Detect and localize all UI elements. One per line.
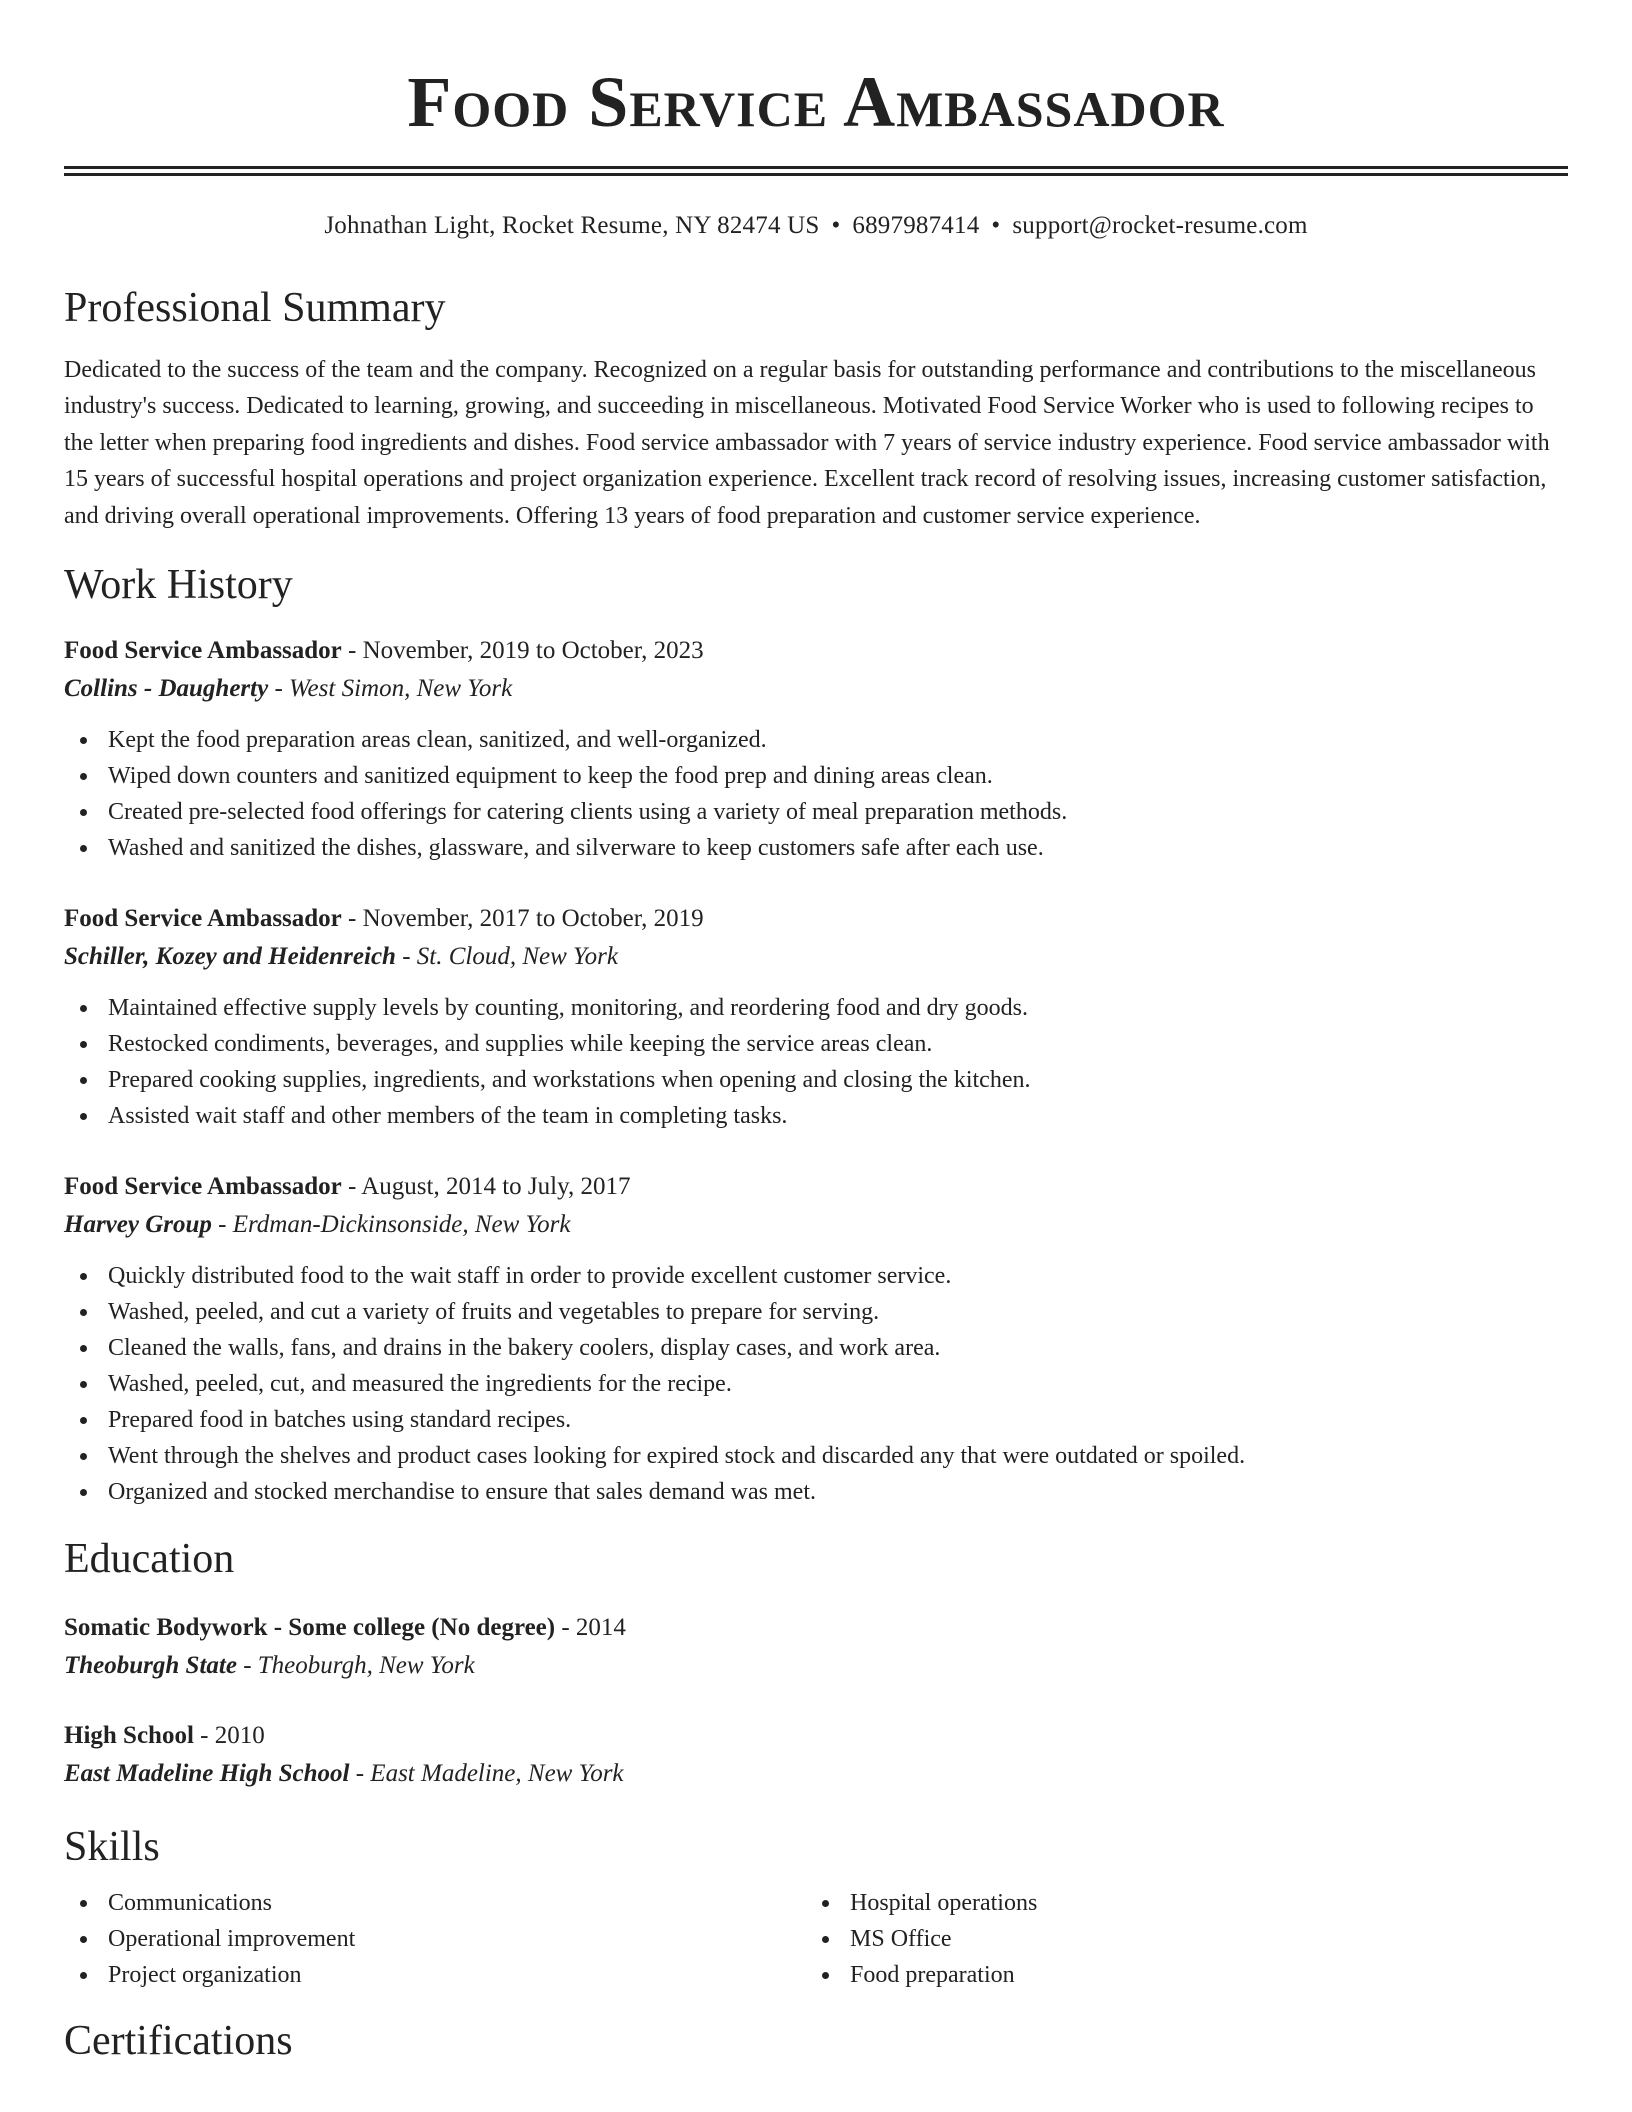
skill-item: Communications xyxy=(108,1885,806,1921)
job-dates: - August, 2014 to July, 2017 xyxy=(341,1173,631,1201)
job-company: Collins - Daugherty xyxy=(64,675,269,703)
list-item: Quickly distributed food to the wait staff in order to provide excellent customer service. xyxy=(108,1258,1568,1294)
summary-text: Dedicated to the success of the team and the company. Recognized on a regular basis for outstanding performance and contributions to the miscellaneous industry's success. Dedicated to learning, growing, and succeeding in miscellaneous. Motivated Food Service Worker who is used to following recipes to the letter when preparing food ingredients and dishes. Food service ambassador with 7 years of service industry experience. Food service ambassador with 15 years of successful hospital operations and project organization experience. Excellent track record of resolving issues, increasing customer satisfaction, and driving overall operational improvements. Offering 13 years of food preparation and customer service experience. xyxy=(64,357,1550,529)
education-header xyxy=(64,1717,1568,1755)
education-year: - 2010 xyxy=(193,1722,265,1750)
summary-heading: Professional Summary xyxy=(64,285,446,331)
list-item: Organized and stocked merchandise to ensure that sales demand was met. xyxy=(108,1474,1568,1510)
job-location: - St. Cloud, New York xyxy=(395,943,618,971)
job-location: - West Simon, New York xyxy=(268,675,513,703)
education-school-line xyxy=(64,1647,1568,1685)
contact-phone: 6897987414 xyxy=(852,212,980,239)
job-role: Food Service Ambassador xyxy=(64,905,342,933)
job-entry xyxy=(64,1168,1568,1510)
contact-separator: • xyxy=(991,212,1001,239)
job-employer xyxy=(64,1206,1568,1244)
education-degree: Somatic Bodywork - Some college (No degree) xyxy=(64,1614,556,1642)
contact-email: support@rocket-resume.com xyxy=(1012,212,1308,239)
job-duties xyxy=(64,1258,1568,1510)
title-divider xyxy=(64,166,1568,176)
skill-item: Operational improvement xyxy=(108,1921,806,1957)
work-history-heading: Work History xyxy=(64,562,293,609)
job-duties xyxy=(64,990,1568,1134)
education-heading: Education xyxy=(64,1536,235,1583)
skill-item: Hospital operations xyxy=(850,1885,1548,1921)
job-dates: - November, 2019 to October, 2023 xyxy=(341,637,704,665)
education-location: - East Madeline, New York xyxy=(349,1760,624,1788)
education-year: - 2014 xyxy=(555,1614,626,1642)
education-school: East Madeline High School xyxy=(64,1760,350,1788)
list-item: Kept the food preparation areas clean, sanitized, and well-organized. xyxy=(108,722,1568,758)
skills-column-right xyxy=(806,1885,1548,1993)
list-item: Cleaned the walls, fans, and drains in the bakery coolers, display cases, and work area. xyxy=(108,1330,1568,1366)
skill-item: MS Office xyxy=(850,1921,1548,1957)
job-company: Schiller, Kozey and Heidenreich xyxy=(64,943,396,971)
education-header xyxy=(64,1609,1568,1647)
job-duties xyxy=(64,722,1568,866)
contact-separator: • xyxy=(831,212,841,239)
job-company: Harvey Group xyxy=(64,1211,212,1239)
contact-line xyxy=(64,210,1568,242)
job-role: Food Service Ambassador xyxy=(64,637,342,665)
education-entry xyxy=(64,1717,1568,1793)
resume-page xyxy=(64,0,1568,2067)
education-school: Theoburgh State xyxy=(64,1652,237,1680)
skill-item: Food preparation xyxy=(850,1957,1548,1993)
skills-heading: Skills xyxy=(64,1824,160,1871)
job-header xyxy=(64,1168,1568,1206)
list-item: Washed, peeled, and cut a variety of fruits and vegetables to prepare for serving. xyxy=(108,1294,1568,1330)
job-role: Food Service Ambassador xyxy=(64,1173,342,1201)
skills-column-left xyxy=(64,1885,806,1993)
job-dates: - November, 2017 to October, 2019 xyxy=(341,905,704,933)
job-employer xyxy=(64,670,1568,708)
list-item: Maintained effective supply levels by counting, monitoring, and reordering food and dry goods. xyxy=(108,990,1568,1026)
job-header xyxy=(64,632,1568,670)
skills-grid xyxy=(64,1885,1568,1993)
list-item: Washed, peeled, cut, and measured the ingredients for the recipe. xyxy=(108,1366,1568,1402)
skill-item: Project organization xyxy=(108,1957,806,1993)
list-item: Assisted wait staff and other members of the team in completing tasks. xyxy=(108,1098,1568,1134)
list-item: Prepared food in batches using standard recipes. xyxy=(108,1402,1568,1438)
job-header xyxy=(64,900,1568,938)
list-item: Created pre-selected food offerings for catering clients using a variety of meal preparation methods. xyxy=(108,794,1568,830)
job-entry xyxy=(64,632,1568,866)
certifications-heading: Certifications xyxy=(64,2018,293,2065)
resume-title: Food Service Ambassador xyxy=(407,62,1225,142)
list-item: Washed and sanitized the dishes, glassware, and silverware to keep customers safe after each use. xyxy=(108,830,1568,866)
education-school-line xyxy=(64,1755,1568,1793)
job-employer xyxy=(64,938,1568,976)
education-degree: High School xyxy=(64,1722,194,1750)
job-location: - Erdman-Dickinsonside, New York xyxy=(211,1211,571,1239)
list-item: Went through the shelves and product cases looking for expired stock and discarded any that were outdated or spoiled. xyxy=(108,1438,1568,1474)
contact-address: Johnathan Light, Rocket Resume, NY 82474 US xyxy=(324,212,820,239)
education-location: - Theoburgh, New York xyxy=(236,1652,475,1680)
list-item: Restocked condiments, beverages, and supplies while keeping the service areas clean. xyxy=(108,1026,1568,1062)
job-entry xyxy=(64,900,1568,1134)
education-entry xyxy=(64,1609,1568,1685)
list-item: Prepared cooking supplies, ingredients, and workstations when opening and closing the kitchen. xyxy=(108,1062,1568,1098)
list-item: Wiped down counters and sanitized equipment to keep the food prep and dining areas clean. xyxy=(108,758,1568,794)
